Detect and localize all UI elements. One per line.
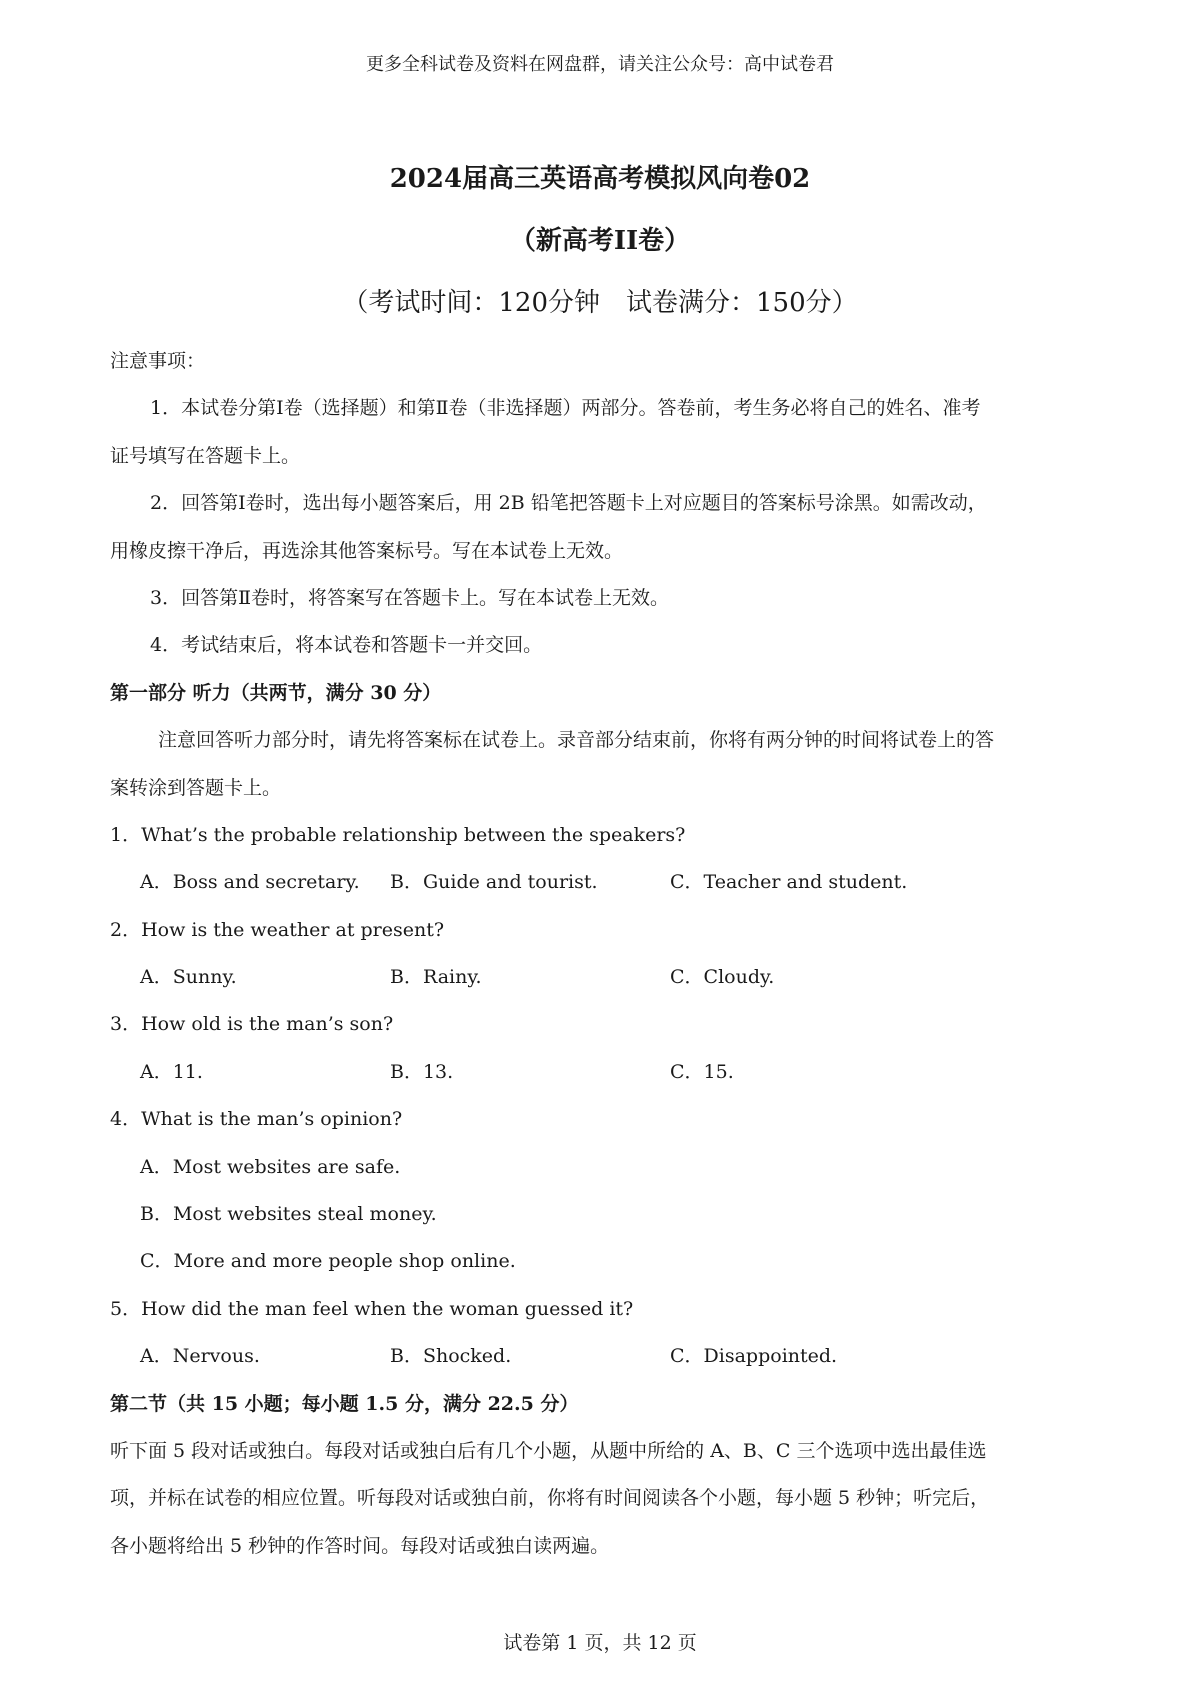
- question-3-option-c: C．15.: [670, 1060, 734, 1083]
- exam-content: [110, 338, 1100, 1570]
- question-5-stem: 5．How did the man feel when the woman guessed it?: [110, 1297, 634, 1320]
- question-5-option-c: C．Disappointed.: [670, 1345, 838, 1368]
- question-2-options: [110, 954, 1100, 1001]
- page-title: 2024届高三英语高考模拟风向卷02: [389, 164, 811, 194]
- question-1-stem: 1．What’s the probable relationship between the speakers?: [110, 823, 686, 846]
- promo-banner: 更多全科试卷及资料在网盘群，请关注公众号：高中试卷君: [366, 54, 834, 75]
- question-1-option-a: A．Boss and secretary.: [140, 871, 360, 894]
- exam-info: （考试时间：120分钟 试卷满分：150分）: [342, 288, 858, 318]
- question-3-option-a: A．11.: [140, 1060, 203, 1083]
- question-4-option-a: A．Most websites are safe.: [140, 1155, 401, 1178]
- part1-intro-line-1: 注意回答听力部分时，请先将答案标在试卷上。录音部分结束前，你将有两分钟的时间将试卷上的答: [158, 729, 995, 752]
- note-item-3: 3．回答第Ⅱ卷时，将答案写在答题卡上。写在本试卷上无效。: [150, 586, 670, 609]
- question-1-option-c: C．Teacher and student.: [670, 871, 908, 894]
- question-3-option-b: B．13.: [390, 1060, 454, 1083]
- question-2-option-c: C．Cloudy.: [670, 966, 775, 989]
- question-5-options: [110, 1333, 1100, 1380]
- page-number: 试卷第 1 页，共 12 页: [503, 1632, 697, 1654]
- page-subtitle: （新高考II卷）: [509, 226, 691, 256]
- section2-line-1: 听下面 5 段对话或独白。每段对话或独白后有几个小题，从题中所给的 A、B、C 三个选项中选出最佳选: [110, 1439, 987, 1462]
- question-4-option-b: B．Most websites steal money.: [140, 1203, 437, 1226]
- question-4-stem: 4．What is the man’s opinion?: [110, 1108, 403, 1131]
- question-5-option-a: A．Nervous.: [140, 1345, 260, 1368]
- note-item-1-line-1: 1．本试卷分第Ⅰ卷（选择题）和第Ⅱ卷（非选择题）两部分。答卷前，考生务必将自己的姓名、准考: [150, 397, 981, 420]
- question-2-stem: 2．How is the weather at present?: [110, 918, 445, 941]
- part1-intro-line-2: 案转涂到答题卡上。: [110, 776, 282, 799]
- question-4-option-c: C．More and more people shop online.: [140, 1250, 516, 1273]
- question-2-option-b: B．Rainy.: [390, 966, 482, 989]
- question-3-options: [110, 1049, 1100, 1096]
- notes-heading: 注意事项：: [110, 350, 206, 372]
- question-1-options: [110, 859, 1100, 906]
- question-3-stem: 3．How old is the man’s son?: [110, 1013, 394, 1036]
- part1-heading: 第一部分 听力（共两节，满分 30 分）: [110, 681, 442, 704]
- question-2-option-a: A．Sunny.: [140, 966, 237, 989]
- section2-line-2: 项，并标在试卷的相应位置。听每段对话或独白前，你将有时间阅读各个小题，每小题 5 秒钟；听完后，: [110, 1487, 990, 1510]
- note-item-4: 4．考试结束后，将本试卷和答题卡一并交回。: [150, 634, 543, 657]
- note-item-2-line-2: 用橡皮擦干净后，再选涂其他答案标号。写在本试卷上无效。: [110, 539, 624, 562]
- question-1-option-b: B．Guide and tourist.: [390, 871, 598, 894]
- section2-line-3: 各小题将给出 5 秒钟的作答时间。每段对话或独白读两遍。: [110, 1534, 610, 1557]
- section2-heading: 第二节（共 15 小题；每小题 1.5 分，满分 22.5 分）: [110, 1392, 579, 1415]
- note-item-2-line-1: 2．回答第Ⅰ卷时，选出每小题答案后，用 2B 铅笔把答题卡上对应题目的答案标号涂黑。如需改动，: [150, 492, 987, 515]
- note-item-1-line-2: 证号填写在答题卡上。: [110, 444, 301, 467]
- question-5-option-b: B．Shocked.: [390, 1345, 512, 1368]
